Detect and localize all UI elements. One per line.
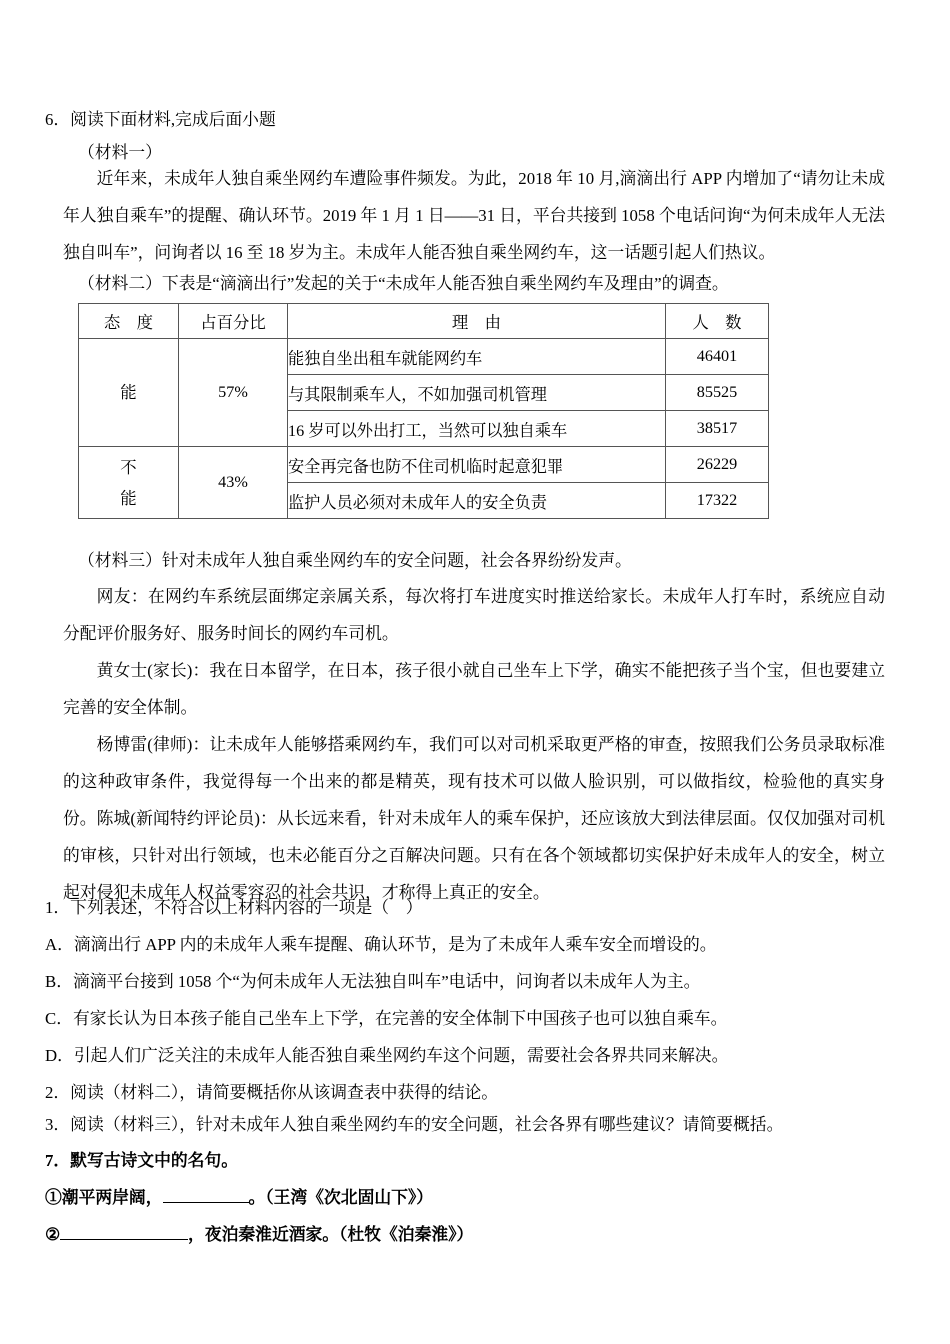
voice-lawyer: 杨博雷(律师)：让未成年人能够搭乘网约车，我们可以对司机采取更严格的审查，按照我们公务员录取标准的这种政审条件，我觉得每一个出来的都是精英，现有技术可以做人脸识别，可以做指纹，检验他的真实身份。 (63, 735, 885, 828)
material-3-intro: （材料三）针对未成年人独自乘坐网约车的安全问题，社会各界纷纷发声。 (78, 551, 632, 570)
material-1-body: 近年来，未成年人独自乘坐网约车遭险事件频发。为此，2018 年 10 月,滴滴出行 APP 内增加了“请勿让未成年人独自乘车”的提醒、确认环节。2019 年 1 月 1 日——31 日，平台共接到 1058 个电话问询“为何未成年人无法独自叫车”，问询者以 16 至 18 岁为主。未成年人能否独自乘坐网约车，这一话题引起人们热议。 (63, 169, 885, 262)
voice-parent: 黄女士(家长)：我在日本留学，在日本，孩子很小就自己坐车上下学，确实不能把孩子当个宝，但也要建立完善的安全体制。 (63, 661, 885, 717)
question-1-option-d[interactable]: D．引起人们广泛关注的未成年人能否独自乘坐网约车这个问题，需要社会各界共同来解决。 (45, 1046, 729, 1065)
question-6-stem: 6．阅读下面材料,完成后面小题 (45, 110, 276, 129)
reason-cell: 监护人员必须对未成年人的安全负责 (288, 483, 666, 519)
attitude-cell-no (79, 447, 179, 519)
item-marker-2: ② (45, 1225, 61, 1244)
survey-table (78, 303, 769, 519)
item-text-before-1: 潮平两岸阔， (61, 1188, 163, 1207)
question-1-stem: 1．下列表述，不符合以上材料内容的一项是（ ） (45, 898, 423, 917)
voice-netizen: 网友：在网约车系统层面绑定亲属关系，每次将打车进度实时推送给家长。未成年人打车时，系统应自动分配评价服务好、服务时间长的网约车司机。 (63, 587, 885, 643)
table-header-row (79, 304, 769, 339)
material-2-intro: （材料二）下表是“滴滴出行”发起的关于“未成年人能否独自乘坐网约车及理由”的调查。 (78, 274, 729, 293)
percent-cell-yes: 57% (179, 339, 288, 447)
count-cell: 17322 (666, 483, 769, 519)
table-row (79, 339, 769, 375)
attitude-line-2: 能 (120, 488, 137, 508)
count-cell: 46401 (666, 339, 769, 375)
fill-in-blank-2[interactable] (60, 1239, 188, 1240)
reason-cell: 安全再完备也防不住司机临时起意犯罪 (288, 447, 666, 483)
table-row (79, 447, 769, 483)
count-cell: 26229 (666, 447, 769, 483)
question-7-item-1 (45, 1185, 433, 1211)
question-2-stem: 2．阅读（材料二），请简要概括你从该调查表中获得的结论。 (45, 1083, 499, 1102)
question-7-stem: 7．默写古诗文中的名句。 (45, 1151, 238, 1170)
fill-in-blank-1[interactable] (163, 1202, 249, 1203)
material-1-label: （材料一） (78, 143, 162, 162)
header-attitude: 态 度 (79, 304, 179, 339)
header-count: 人 数 (666, 304, 769, 339)
count-cell: 85525 (666, 375, 769, 411)
voice-commentator: 陈城(新闻特约评论员)：从长远来看，针对未成年人的乘车保护，还应该放大到法律层面。仅仅加强对司机的审核，只针对出行领域，也未必能百分之百解决问题。只有在各个领域都切实保护好未成年人的安全，树立起对侵犯未成年人权益零容忍的社会共识，才称得上真正的安全。 (63, 809, 885, 902)
reason-cell: 与其限制乘车人，不如加强司机管理 (288, 375, 666, 411)
item-text-after-1: 。（王湾《次北固山下》） (248, 1188, 434, 1207)
item-marker-1: ① (45, 1188, 62, 1207)
question-1-option-a[interactable]: A．滴滴出行 APP 内的未成年人乘车提醒、确认环节，是为了未成年人乘车安全而增设的。 (45, 935, 717, 954)
attitude-line-1: 不 (120, 457, 137, 477)
item-text-after-2: ，夜泊秦淮近酒家。（杜牧《泊秦淮》） (188, 1225, 474, 1244)
survey-table-wrapper (78, 303, 768, 519)
question-1-option-b[interactable]: B．滴滴平台接到 1058 个“为何未成年人无法独自叫车”电话中，问询者以未成年人为主。 (45, 972, 701, 991)
attitude-cell-yes: 能 (79, 339, 179, 447)
question-1-option-c[interactable]: C．有家长认为日本孩子能自己坐车上下学，在完善的安全体制下中国孩子也可以独自乘车。 (45, 1009, 728, 1028)
header-reason: 理 由 (288, 304, 666, 339)
question-7-item-2 (45, 1222, 473, 1248)
header-percent: 占百分比 (179, 304, 288, 339)
percent-cell-no: 43% (179, 447, 288, 519)
reason-cell: 能独自坐出租车就能网约车 (288, 339, 666, 375)
reason-cell: 16 岁可以外出打工，当然可以独自乘车 (288, 411, 666, 447)
question-3-stem: 3．阅读（材料三），针对未成年人独自乘坐网约车的安全问题，社会各界有哪些建议？请简要概括。 (45, 1115, 784, 1134)
count-cell: 38517 (666, 411, 769, 447)
